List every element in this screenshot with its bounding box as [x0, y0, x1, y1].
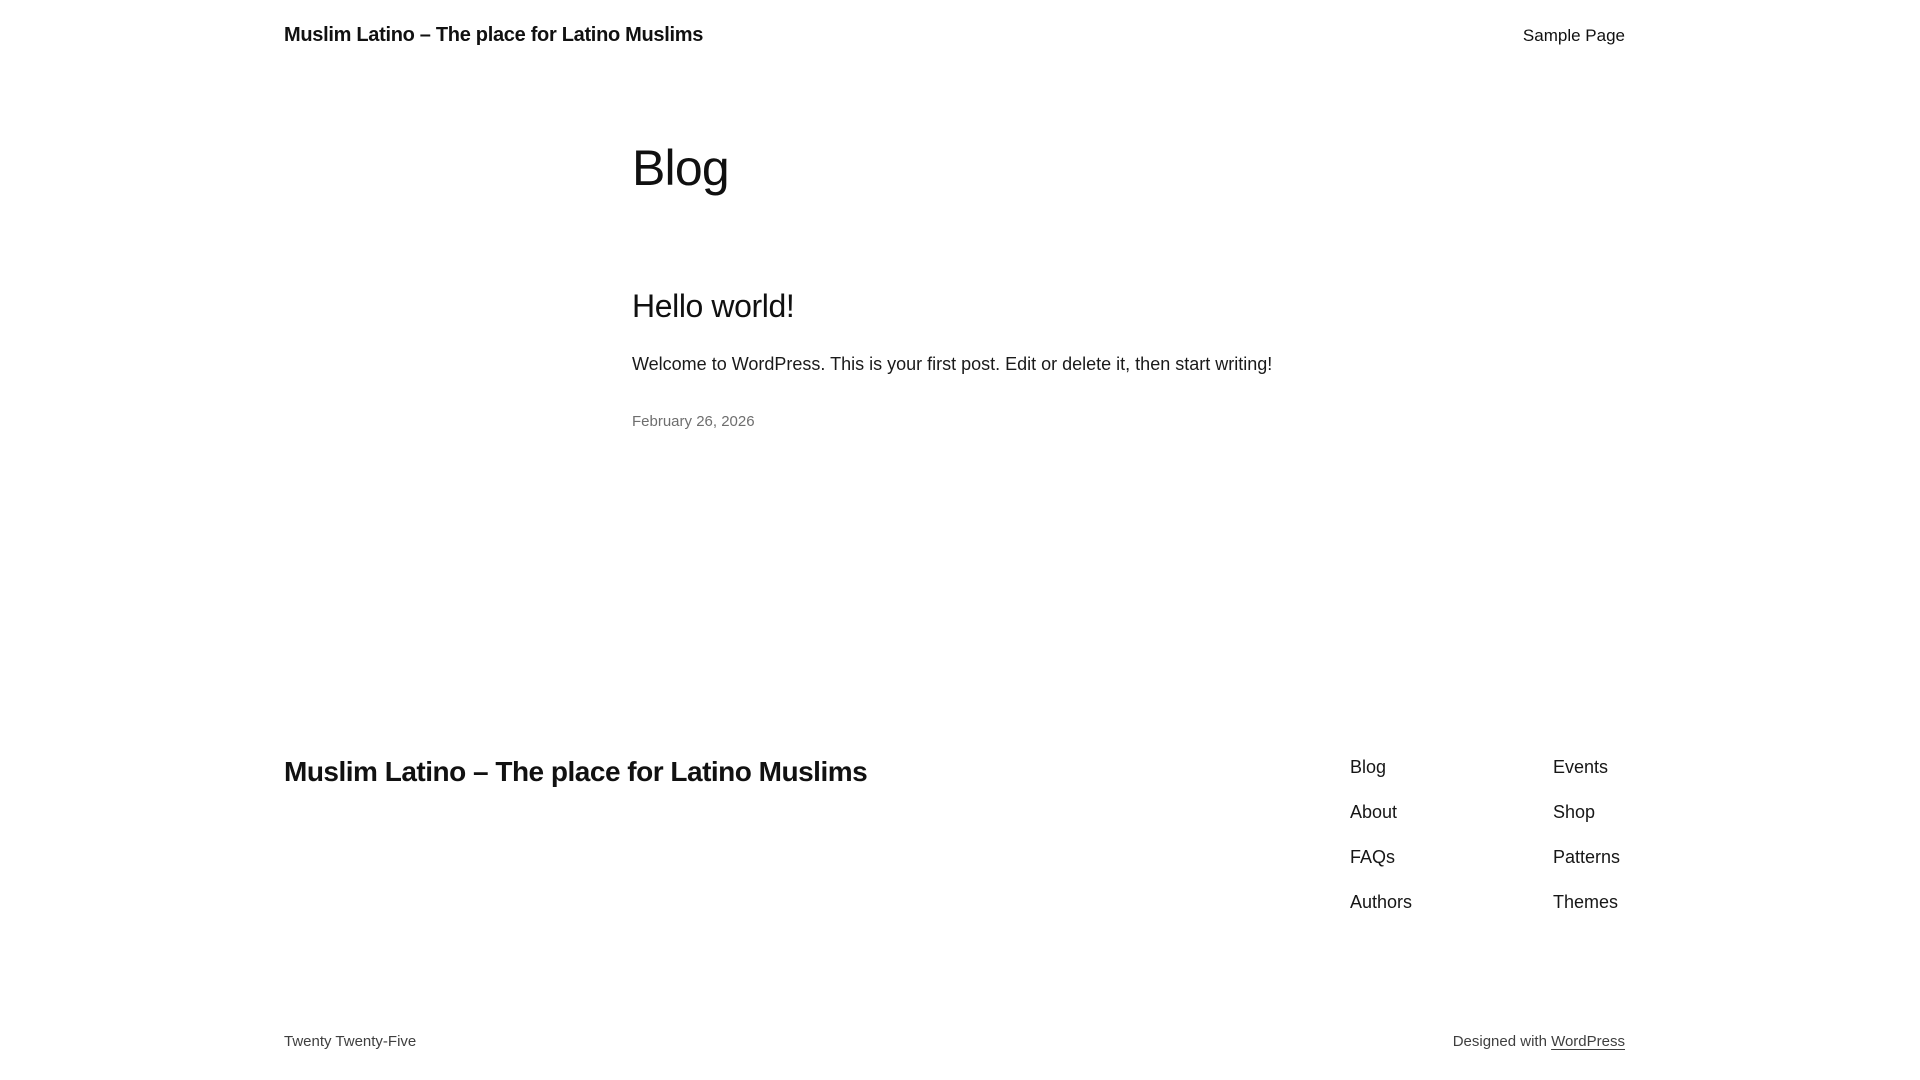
site-header	[284, 24, 1625, 47]
page-container	[284, 0, 1625, 1050]
footer-top	[284, 756, 1625, 911]
footer-nav-item-faqs[interactable]: FAQs	[1350, 846, 1396, 867]
designed-with	[1453, 1033, 1625, 1050]
post-title-link[interactable]: Hello world!	[632, 288, 795, 324]
footer-nav	[1350, 756, 1625, 911]
footer-nav-item-blog[interactable]: Blog	[1350, 756, 1387, 777]
footer-bottom-bar	[284, 1033, 1625, 1050]
post-date: February 26, 2026	[632, 412, 755, 430]
footer-nav-item-themes[interactable]: Themes	[1553, 891, 1619, 912]
nav-item-sample-page[interactable]: Sample Page	[1522, 25, 1625, 45]
designed-with-text: Designed with	[1452, 1032, 1547, 1050]
site-footer	[284, 756, 1625, 1050]
footer-nav-column-1	[1350, 758, 1553, 911]
wordpress-link[interactable]: WordPress	[1551, 1032, 1625, 1050]
page-title: Blog	[632, 140, 729, 196]
header-nav	[1523, 26, 1625, 46]
footer-nav-item-shop[interactable]: Shop	[1553, 801, 1596, 822]
footer-site-title: Muslim Latino – The place for Latino Muslims	[284, 755, 868, 787]
post-excerpt: Welcome to WordPress. This is your first post. Edit or delete it, then start writing!	[632, 353, 1273, 374]
main-content	[632, 141, 1625, 430]
theme-name: Twenty Twenty-Five	[284, 1032, 417, 1050]
site-title-link[interactable]: Muslim Latino – The place for Latino Muslims	[284, 24, 704, 46]
footer-nav-item-events[interactable]: Events	[1553, 756, 1609, 777]
footer-nav-item-authors[interactable]: Authors	[1350, 891, 1413, 912]
footer-nav-item-patterns[interactable]: Patterns	[1553, 846, 1621, 867]
footer-nav-item-about[interactable]: About	[1350, 801, 1398, 822]
post-title	[632, 288, 1625, 325]
post-item	[632, 288, 1625, 430]
footer-nav-column-2	[1553, 758, 1625, 911]
